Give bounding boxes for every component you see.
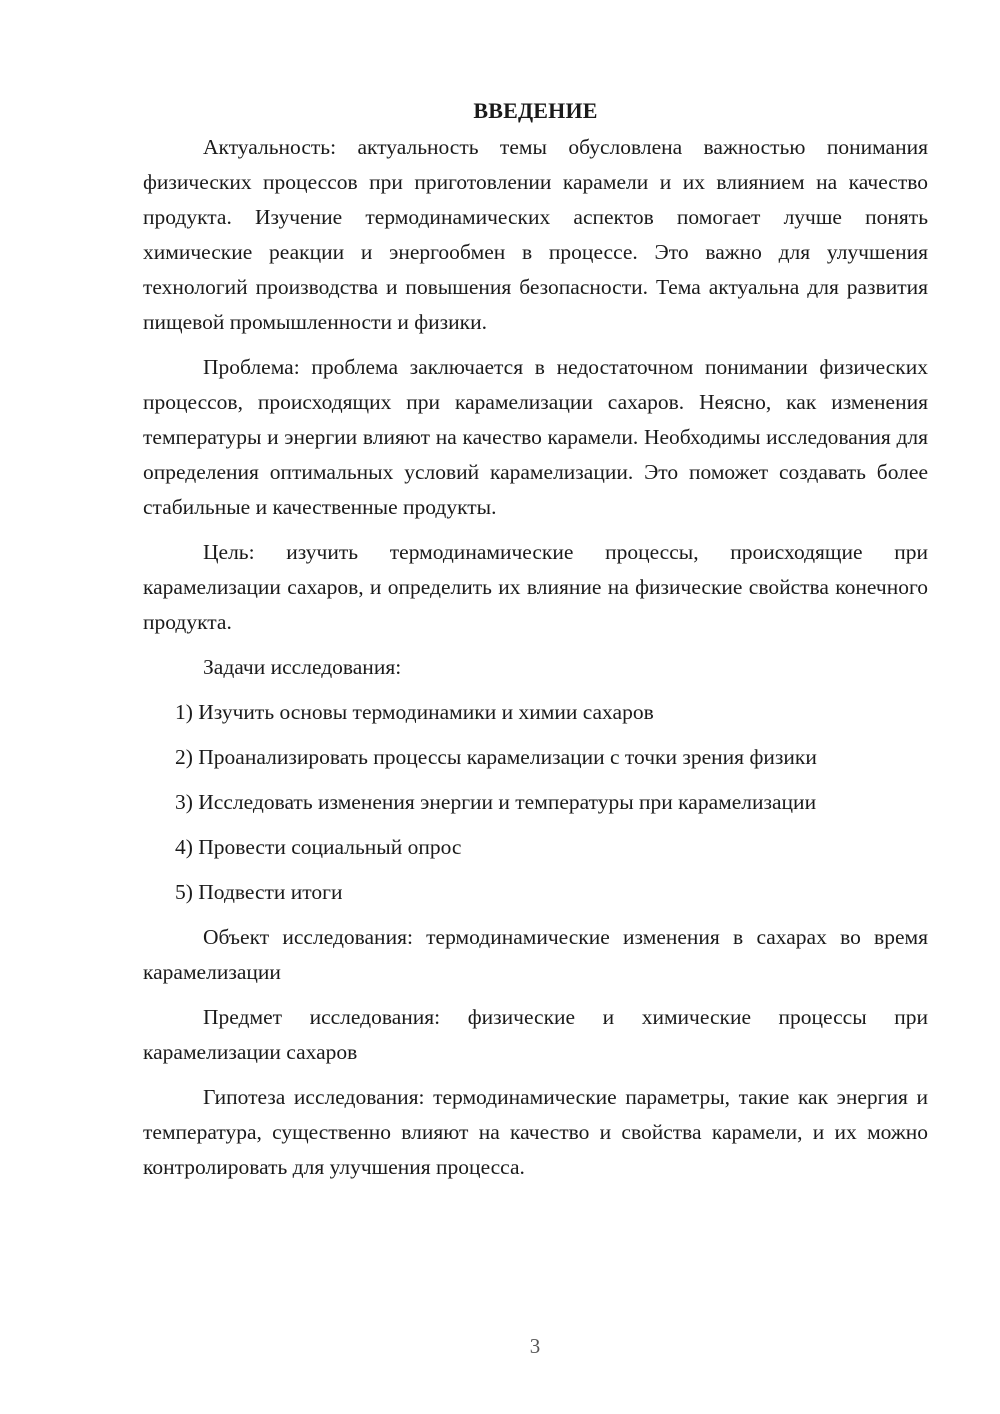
task-item: 5) Подвести итоги: [175, 880, 343, 904]
paragraph-hypothesis: Гипотеза исследования: термодинамические параметры, такие как энергия и температура, существенно влияют на качество и свойства карамели, и их можно контролировать для улучшения процесса.: [143, 1085, 928, 1179]
paragraph-relevance: Актуальность: актуальность темы обусловлена важностью понимания физических процессов при приготовлении карамели и их влиянием на качество продукта. Изучение термодинамических аспектов помогает лучше понять химические реакции и энергообмен в процессе. Это важно для улучшения технологий производства и повышения безопасности. Тема актуальна для развития пищевой промышленности и физики.: [143, 135, 928, 334]
page-number: 3: [529, 1334, 541, 1358]
tasks-heading: Задачи исследования:: [203, 655, 402, 679]
tasks-list: [143, 695, 928, 910]
task-item: 1) Изучить основы термодинамики и химии сахаров: [175, 700, 654, 724]
paragraph-object: Объект исследования: термодинамические изменения в сахарах во время карамелизации: [143, 925, 928, 984]
paragraph-subject: Предмет исследования: физические и химические процессы при карамелизации сахаров: [143, 1005, 928, 1064]
document-page: [143, 96, 928, 1195]
task-item: 3) Исследовать изменения энергии и температуры при карамелизации: [175, 790, 817, 814]
paragraph-goal: Цель: изучить термодинамические процессы, происходящие при карамелизации сахаров, и определить их влияние на физические свойства конечного продукта.: [143, 540, 928, 634]
task-item: 4) Провести социальный опрос: [175, 835, 462, 859]
task-item: 2) Проанализировать процессы карамелизации с точки зрения физики: [175, 745, 817, 769]
paragraph-problem: Проблема: проблема заключается в недостаточном понимании физических процессов, происходящих при карамелизации сахаров. Неясно, как изменения температуры и энергии влияют на качество карамели. Необходимы исследования для определения оптимальных условий карамелизации. Это поможет создавать более стабильные и качественные продукты.: [143, 355, 928, 519]
page-title: ВВЕДЕНИЕ: [473, 98, 598, 123]
